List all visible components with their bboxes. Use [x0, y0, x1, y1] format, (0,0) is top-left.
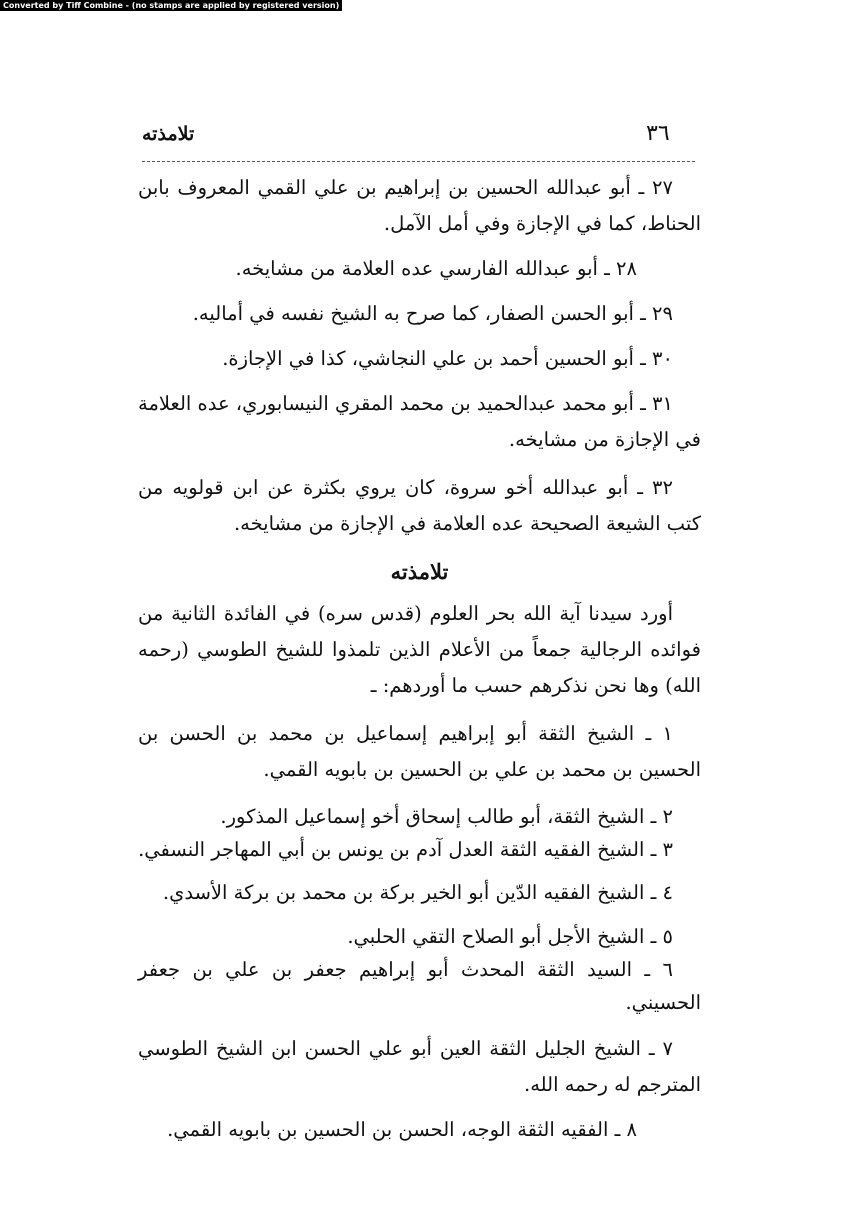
running-title: تلامذته — [142, 123, 195, 145]
teacher-entry-30: ٣٠ ـ أبو الحسين أحمد بن علي النجاشي، كذا في الإجازة. — [222, 347, 673, 370]
teacher-entry-31: ٣١ ـ أبو محمد عبدالحميد بن محمد المقري النيسابوري، عده العلامة في الإجازة من مشايخه. — [138, 392, 701, 451]
student-entry-7: ٧ ـ الشيخ الجليل الثقة العين أبو علي الحسن ابن الشيخ الطوسي المترجم له رحمه الله. — [138, 1037, 701, 1096]
student-entry-5: ٥ ـ الشيخ الأجل أبو الصلاح التقي الحلبي. — [347, 925, 673, 948]
header-rule — [142, 161, 695, 162]
student-entry-1: ١ ـ الشيخ الثقة أبو إبراهيم إسماعيل بن محمد بن الحسن بن الحسين بن محمد بن علي بن الحسين بن بابويه القمي. — [138, 722, 701, 781]
converter-banner: Converted by Tiff Combine - (no stamps are applied by registered version) — [0, 0, 342, 11]
student-entry-8: ٨ ـ الفقيه الثقة الوجه، الحسن بن الحسين بن بابويه القمي. — [167, 1118, 637, 1141]
student-entry-2: ٢ ـ الشيخ الثقة، أبو طالب إسحاق أخو إسماعيل المذكور. — [220, 805, 673, 828]
student-entry-3: ٣ ـ الشيخ الفقيه الثقة العدل آدم بن يونس بن أبي المهاجر النسفي. — [138, 838, 673, 861]
student-entry-4: ٤ ـ الشيخ الفقيه الدّين أبو الخير بركة بن محمد بن بركة الأسدي. — [162, 881, 673, 904]
teacher-entry-32: ٣٢ ـ أبو عبدالله أخو سروة، كان يروي بكثرة عن ابن قولويه من كتب الشيعة الصحيحة عده العلامة في الإجازة من مشايخه. — [138, 476, 701, 535]
page-number: ٣٦ — [646, 121, 670, 146]
section-heading-students: تلامذته — [390, 559, 449, 584]
teacher-entry-27: ٢٧ ـ أبو عبدالله الحسين بن إبراهيم بن علي القمي المعروف بابن الحناط، كما في الإجازة وفي أمل الآمل. — [138, 176, 701, 235]
teacher-entry-29: ٢٩ ـ أبو الحسن الصفار، كما صرح به الشيخ نفسه في أماليه. — [192, 302, 673, 325]
students-intro: أورد سيدنا آية الله بحر العلوم (قدس سره) في الفائدة الثانية من فوائده الرجالية جمعاً من الأعلام الذين تلمذوا للشيخ الطوسي (رحمه الله) وها نحن نذكرهم حسب ما أوردهم: ـ — [138, 602, 701, 697]
student-entry-6: ٦ ـ السيد الثقة المحدث أبو إبراهيم جعفر بن علي بن جعفر الحسيني. — [138, 958, 701, 1014]
teacher-entry-28: ٢٨ ـ أبو عبدالله الفارسي عده العلامة من مشايخه. — [235, 257, 637, 280]
page-body — [138, 170, 701, 1148]
